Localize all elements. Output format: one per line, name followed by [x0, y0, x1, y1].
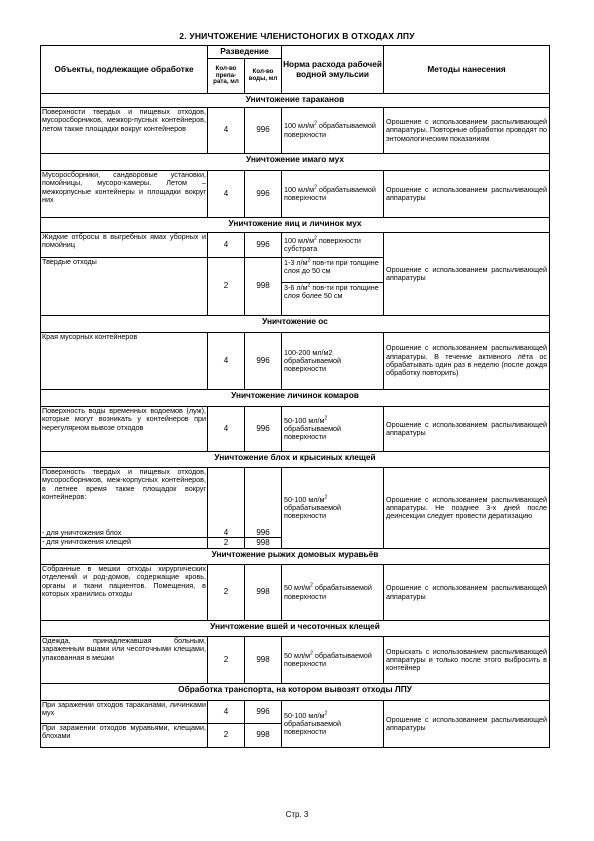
prep-mosquito: 4 — [208, 407, 245, 452]
norm-flies: 100 $мл/м^2$ обрабатываемой поверхности — [282, 171, 384, 218]
prep-ants: 2 — [208, 565, 245, 621]
sub-fleas: - для уничтожения блох — [41, 526, 208, 538]
section-title-fly-larvae: Уничтожение яиц и личинок мух — [41, 218, 550, 233]
water-cockroaches: 996 — [245, 108, 282, 154]
norm-fleas: 50-100 $мл/м^2$ обрабатываемой поверхности — [282, 468, 384, 549]
water-wasps: 996 — [245, 333, 282, 390]
prep-liquid-waste: 4 — [208, 233, 245, 258]
prep-mites: 2 — [208, 538, 245, 549]
section-title-cockroaches: Уничтожение тараканов — [41, 94, 550, 108]
prep-transport-cockroaches: 4 — [208, 701, 245, 724]
water-transport-cockroaches: 996 — [245, 701, 282, 724]
water-flies: 996 — [245, 171, 282, 218]
page-title: 2. УНИЧТОЖЕНИЕ ЧЛЕНИСТОНОГИХ В ОТХОДАХ ЛПУ — [179, 31, 415, 41]
object-transport-ants: При заражении отходов муравьями, клещами, блохами — [41, 724, 208, 748]
header-prep: Кол-во препа-рата, мл — [208, 59, 245, 94]
water-mosquito: 996 — [245, 407, 282, 452]
section-title-wasps: Уничтожение ос — [41, 316, 550, 333]
water-transport-ants: 998 — [245, 724, 282, 748]
method-ants: Орошение с использованием распыливающей аппаратуры — [384, 565, 550, 621]
method-flies: Орошение с использованием распыливающей аппаратуры — [384, 171, 550, 218]
prep-wasps: 4 — [208, 333, 245, 390]
water-mites: 998 — [245, 538, 282, 549]
object-liquid-waste: Жидкие отбросы в выгребных ямах уборных и помойниц — [41, 233, 208, 258]
norm-liquid-waste: 100 $мл/м^2$ поверхности субстрата — [282, 233, 384, 258]
prep-transport-ants: 2 — [208, 724, 245, 748]
object-transport-cockroaches: При заражении отходов тараканами, личинками мух — [41, 701, 208, 724]
method-cockroaches: Орошение с использованием распыливающей аппаратуры. Повторные обработки проводят по энтомологическим показаниям — [384, 108, 550, 154]
water-lice: 998 — [245, 637, 282, 684]
water-solid-waste: 998 — [245, 258, 282, 316]
object-flies: Мусоросборники, сандворовые установки, помойницы, мусоро-камеры. Летом – межкорпусные контейнеры и площадки вокруг них — [41, 171, 208, 218]
norm-mosquito: 50-100 $мл/м^2$ обрабатываемой поверхности — [282, 407, 384, 452]
object-mosquito: Поверхность воды временных водоемов (луж), которые могут возникать у контейнеров при нерегулярном вывозе отходов — [41, 407, 208, 452]
method-mosquito: Орошение с использованием распыливающей аппаратуры — [384, 407, 550, 452]
section-title-flies: Уничтожение имаго мух — [41, 154, 550, 171]
norm-solid-waste-thick: 3-6 $л/м^2$ пов-ти при толщине слоя более 50 см — [284, 282, 379, 301]
prep-fleas: 4 — [208, 526, 245, 538]
norm-transport: 50-100 $мл/м^2$ обрабатываемой поверхности — [282, 701, 384, 748]
object-fleas: Поверхность твердых и пищевых отходов, мусоросборников, меж-корпусных контейнеров, в летнее время также площадок вокруг контейнеров: — [41, 468, 208, 526]
object-lice: Одежда, принадлежавшая больным, зараженным вшами или чесоточными клещами, упакованная в мешки — [41, 637, 208, 684]
method-transport: Орошение с использованием распыливающей аппаратуры — [384, 701, 550, 748]
section-title-lice: Уничтожение вшей и чесоточных клещей — [41, 621, 550, 637]
object-wasps: Края мусорных контейнеров — [41, 333, 208, 390]
method-fly-larvae: Орошение с использованием распыливающей аппаратуры — [384, 233, 550, 316]
method-wasps: Орошение с использованием распыливающей аппаратуры. В течение активного лёта ос обрабатывать один раз в неделю (после дождя обработку повторить) — [384, 333, 550, 390]
header-objects: Объекты, подлежащие обработке — [41, 46, 208, 94]
header-water: Кол-во воды, мл — [245, 59, 282, 94]
water-ants: 998 — [245, 565, 282, 621]
section-title-fleas: Уничтожение блох и крысиных клещей — [41, 452, 550, 468]
section-title-mosquito: Уничтожение личинок комаров — [41, 390, 550, 407]
norm-cockroaches: 100 $мл/м^2$ обрабатываемой поверхности — [282, 108, 384, 154]
norm-lice: 50 $мл/м^2$ обрабатываемой поверхности — [282, 637, 384, 684]
section-title-transport: Обработка транспорта, на котором вывозят отходы ЛПУ — [41, 684, 550, 701]
prep-lice: 2 — [208, 637, 245, 684]
treatment-table — [40, 45, 550, 748]
object-cockroaches: Поверхности твердых и пищевых отходов, мусоросборников, межкор-пусных контейнеров, летом также площадки вокруг контейнеров — [41, 108, 208, 154]
section-title-ants: Уничтожение рыжих домовых муравьёв — [41, 549, 550, 565]
prep-flies: 4 — [208, 171, 245, 218]
method-lice: Опрыскать с использованием распыливающей аппаратуры и только после этого выбросить в контейнер — [384, 637, 550, 684]
norm-wasps: 100-200 мл/м2 обрабатываемой поверхности — [282, 333, 384, 390]
norm-solid-waste-thin: 1-3 $л/м^2$ пов-ти при толщине слоя до 50 см — [282, 258, 383, 283]
header-dilution: Разведение — [208, 46, 282, 59]
object-solid-waste: Твердые отходы — [41, 258, 208, 316]
prep-cockroaches: 4 — [208, 108, 245, 154]
norm-ants: 50 $мл/м^2$ обрабатываемой поверхности — [282, 565, 384, 621]
water-liquid-waste: 996 — [245, 233, 282, 258]
object-ants: Собранные в мешки отходы хирургических отделений и род-домов, содержащие кровь, органы и ткани пациентов. Помещения, в которых хранились отходы — [41, 565, 208, 621]
sub-mites: - для уничтожения клещей — [41, 538, 208, 549]
prep-solid-waste: 2 — [208, 258, 245, 316]
header-norm: Норма расхода рабочей водной эмульсии — [282, 46, 384, 94]
page-number: Стр. 3 — [285, 810, 309, 819]
water-fleas: 996 — [245, 526, 282, 538]
method-fleas: Орошение с использованием распыливающей аппаратуры. Не позднее 3-х дней после деинсекции следует провести дератизацию — [384, 468, 550, 549]
header-methods: Методы нанесения — [384, 46, 550, 94]
